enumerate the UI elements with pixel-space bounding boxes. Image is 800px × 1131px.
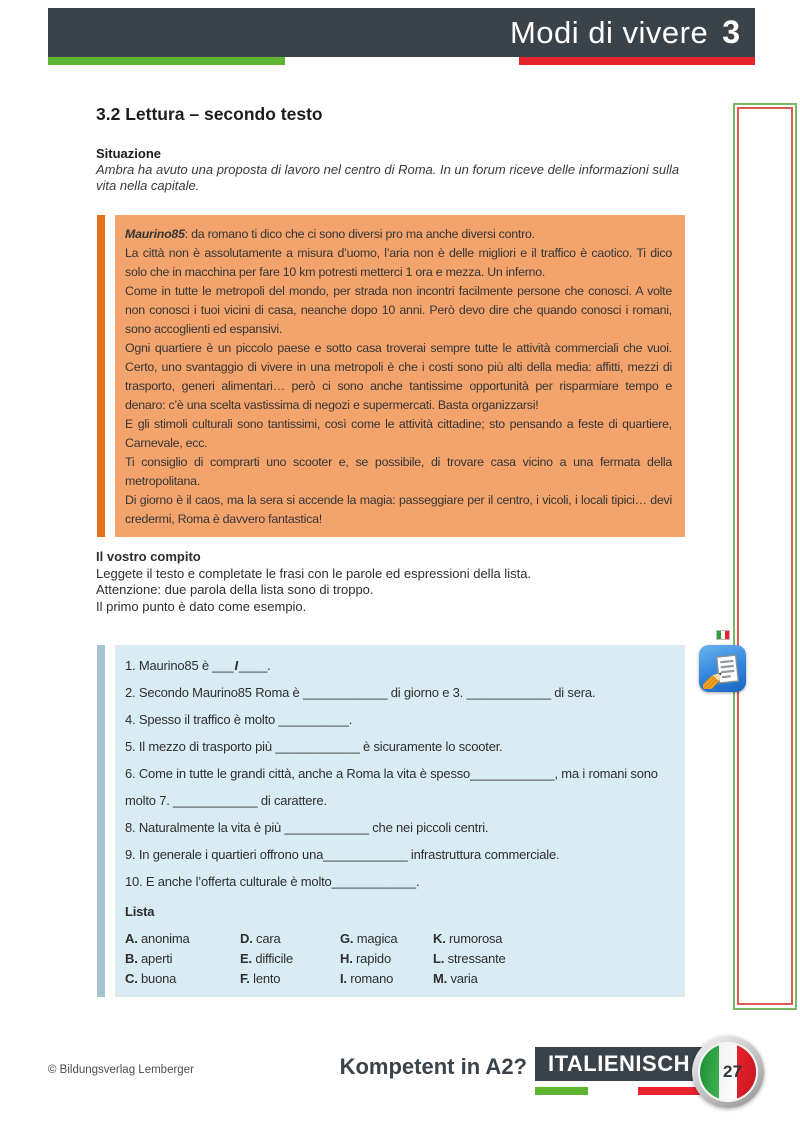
header-red-stripe	[519, 57, 755, 65]
forum-paragraph: Ogni quartiere è un piccolo paese e sotto casa troverai sempre tutte le attività commerciali che vuoi. Certo, uno svantaggio di vivere in una metropoli è che i costi sono più alti della media: affitti, mezzi di trasporto, generi alimentari… però ci sono anche tantissime opportunità per risparmiare tempo e denaro: c’è una scelta vastissima di negozi e supermercati. Basta organizzarsi!	[125, 341, 672, 412]
chapter-number: 3	[722, 14, 740, 50]
pencil-document-icon	[699, 645, 746, 692]
word-item: G. magica	[340, 931, 398, 946]
exercise-item-example	[125, 652, 671, 679]
task-line: Il primo punto è dato come esempio.	[96, 598, 307, 614]
word-list	[125, 929, 671, 989]
word-list-label: Lista	[125, 904, 155, 919]
example-blank: ____	[238, 658, 267, 673]
forum-paragraph: Ti consiglio di comprarti uno scooter e, se possibile, di trovare casa vicino a una fermata della metropolitana.	[125, 455, 672, 488]
task-line: Leggete il testo e completate le frasi con le parole ed espressioni della lista.	[96, 565, 532, 581]
forum-paragraph: La città non è assolutamente a misura d’uomo, l’aria non è delle migliori e il traffico è caotico. Ti dico solo che in macchina per fare 10 km potresti metterci 1 ora e mezza. Un inferno.	[125, 246, 672, 279]
forum-box-accent-bar	[97, 215, 105, 537]
word-item: I. romano	[340, 971, 394, 986]
task-block	[96, 549, 688, 615]
header-bar	[48, 8, 755, 57]
forum-paragraph: E gli stimoli culturali sono tantissimi, così come le attività cittadine; sto pensando a feste di quartiere, Carnevale, ecc.	[125, 417, 672, 450]
task-line: Attenzione: due parola della lista sono di troppo.	[96, 582, 374, 597]
example-prefix: 1. Maurino85 è	[125, 658, 213, 673]
header-green-stripe	[48, 57, 285, 65]
exercise-item: 8. Naturalmente la vita è più ____________ che nei piccoli centri.	[125, 820, 489, 835]
word-item: C. buona	[125, 971, 177, 986]
copyright-text: © Bildungsverlag Lemberger	[48, 1064, 194, 1076]
forum-paragraph: Di giorno è il caos, ma la sera si accende la magia: passeggiare per il centro, i vicoli, i locali tipici… devi credermi, Roma è davvero fantastica!	[125, 493, 672, 526]
exercise-item: 6. Come in tutte le grandi città, anche a Roma la vita è spesso____________, ma i romani sono molto 7. ____________ di carattere.	[125, 766, 658, 808]
example-suffix: .	[266, 658, 271, 673]
exercise-item: 10. E anche l’offerta culturale è molto____________.	[125, 874, 420, 889]
page-number: 27	[723, 1062, 742, 1081]
forum-author: Maurino85	[125, 227, 185, 241]
forum-post-intro-line	[125, 225, 672, 244]
exercise-box	[115, 645, 685, 997]
writing-exercise-sticker	[699, 626, 747, 692]
footer-green-stripe	[535, 1087, 588, 1095]
word-item: M. varia	[433, 971, 478, 986]
word-item: K. rumorosa	[433, 931, 503, 946]
example-blank: ___	[212, 658, 234, 673]
situation-label: Situazione	[96, 146, 162, 161]
word-item: L. stressante	[433, 951, 506, 966]
task-label: Il vostro compito	[96, 549, 201, 564]
exercise-item: 9. In generale i quartieri offrono una____________ infrastruttura commerciale.	[125, 847, 560, 862]
situation-text: Ambra ha avuto una proposta di lavoro nel centro di Roma. In un forum riceve delle informazioni sulla vita nella capitale.	[96, 162, 680, 193]
margin-frame-red	[737, 107, 793, 1005]
word-item: H. rapido	[340, 951, 391, 966]
forum-paragraph: Come in tutte le metropoli del mondo, per strada non incontri facilmente persone che conosci. A volte non conosci i tuoi vicini di casa, neanche dopo 10 anni. Però devo dire che quando conosci i romani, sono accoglienti ed espansivi.	[125, 284, 672, 336]
exercise-item: 5. Il mezzo di trasporto più ____________ è sicuramente lo scooter.	[125, 739, 503, 754]
exercise-box-accent-bar	[97, 645, 105, 997]
exercise-item: 4. Spesso il traffico è molto __________.	[125, 712, 353, 727]
word-item: D. cara	[240, 931, 281, 946]
example-answer: I	[234, 658, 238, 673]
forum-post-box	[115, 215, 685, 537]
word-item: A. anonima	[125, 931, 190, 946]
word-item: F. lento	[240, 971, 281, 986]
forum-intro-text: : da romano ti dico che ci sono diversi pro ma anche diversi contro.	[184, 227, 535, 241]
exercise-item: 2. Secondo Maurino85 Roma è ____________ di giorno e 3. ____________ di sera.	[125, 685, 596, 700]
word-item: B. aperti	[125, 951, 173, 966]
language-badge: ITALIENISCH	[535, 1047, 710, 1081]
page-title: Modi di vivere	[509, 14, 709, 50]
italian-flag-icon	[698, 1042, 758, 1102]
italian-flag-ribbon-icon	[716, 630, 730, 640]
series-title: Kompetent in A2?	[339, 1054, 527, 1079]
word-item: E. difficile	[240, 951, 294, 966]
italian-flag-circle-badge	[692, 1036, 764, 1108]
section-title: 3.2 Lettura – secondo testo	[96, 104, 323, 124]
